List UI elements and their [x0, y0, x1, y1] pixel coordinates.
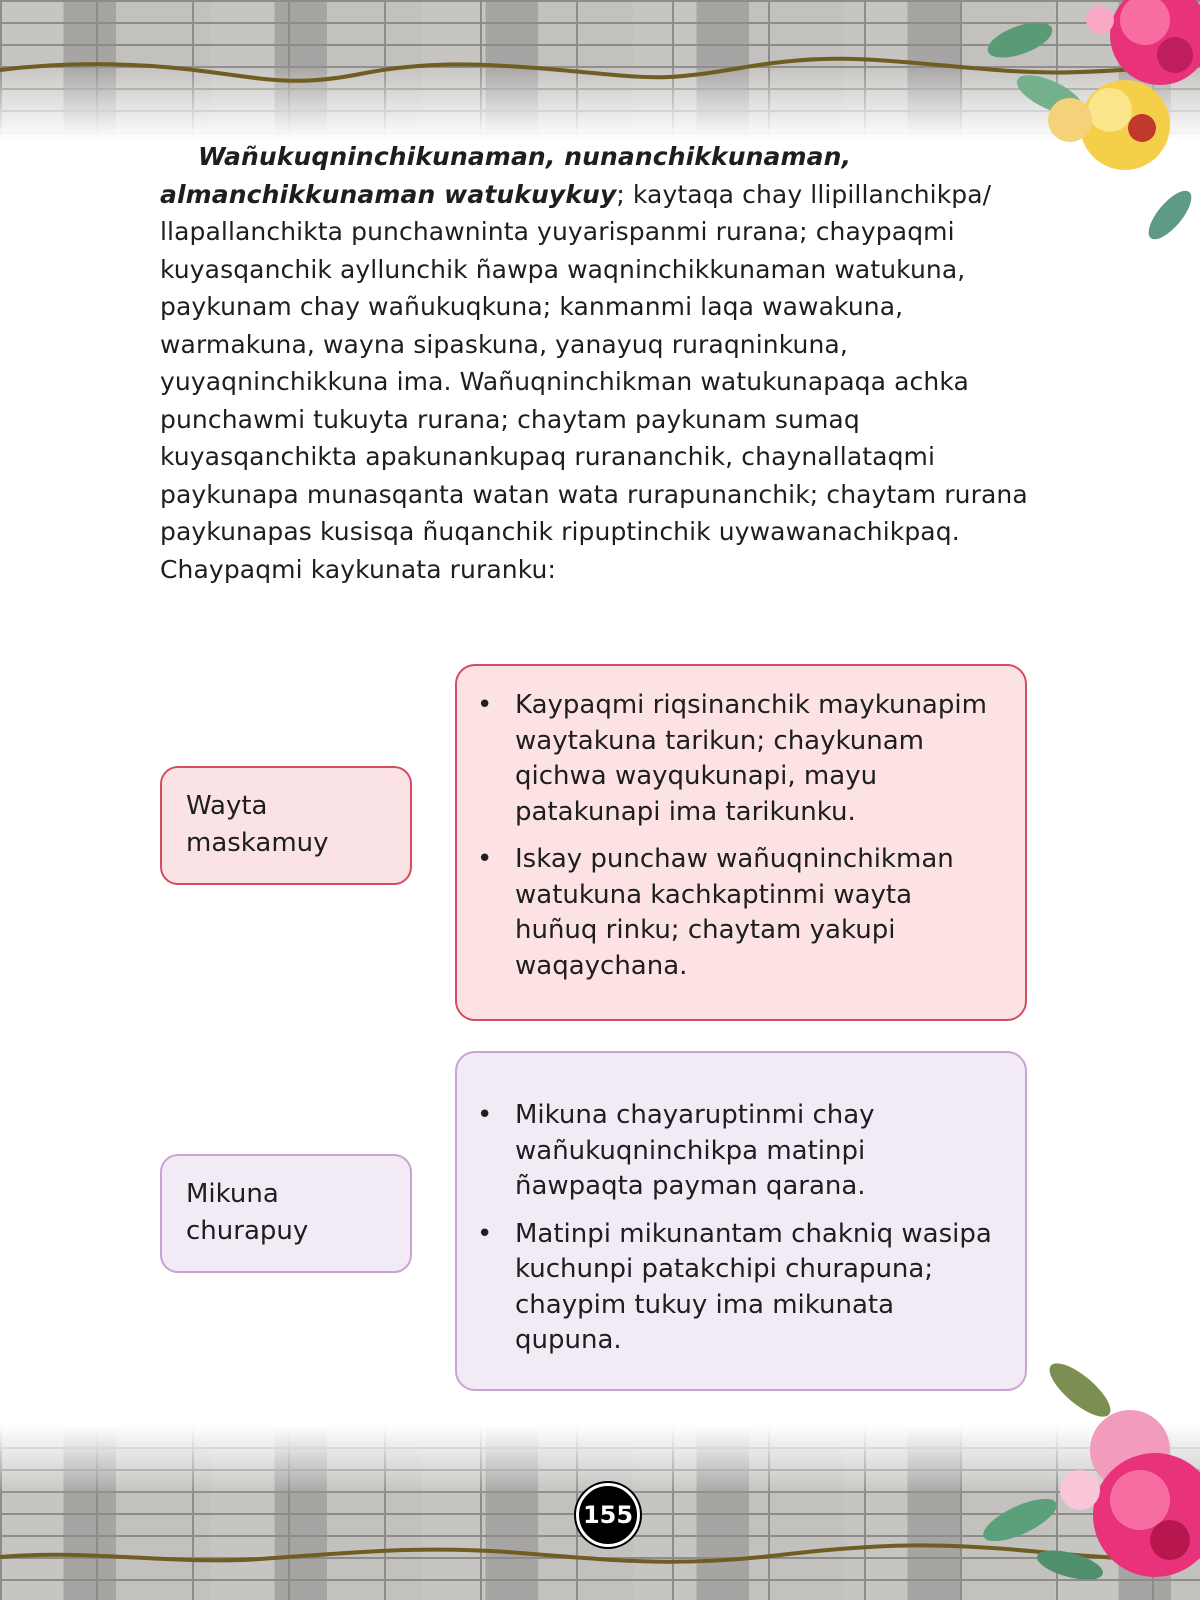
- bullet-list: [515, 1098, 1001, 1359]
- list-item: • Kaypaqmi riqsinanchik maykunapim waytakuna tarikun; chaykunam qichwa wayqukunapi, mayu patakunapi ima tarikunku.: [515, 688, 1001, 830]
- flower-decoration-icon: [960, 1340, 1200, 1600]
- bullet-list: [515, 688, 1001, 984]
- section-content-wayta-maskamuy: [455, 664, 1027, 1021]
- page-number-badge: 155: [576, 1483, 640, 1547]
- intro-lead-bold: Wañukuqninchikunaman, nunanchikkunaman, almanchikkunaman watukuykuy: [160, 142, 852, 209]
- intro-paragraph: [160, 138, 1030, 588]
- list-item: • Mikuna chayaruptinmi chay wañukuqninchikpa matinpi ñawpaqta payman qarana.: [515, 1098, 1001, 1205]
- section-content-mikuna-churapuy: [455, 1051, 1027, 1391]
- section-label-wayta-maskamuy: Wayta maskamuy: [160, 766, 412, 885]
- intro-body-text: ; kaytaqa chay llipillanchikpa/ llapallanchikta punchawninta yuyarispanmi rurana; chaypaqmi kuyasqanchik ayllunchik ñawpa waqninchikkunaman watukuna, paykunam chay wañukuqkuna; kanmanmi laqa wawakuna, warmakuna, wayna sipaskuna, yanayuq ruraqninkuna, yuyaqninchikkuna ima. Wañuqninchikman watukunapaqa achka punchawmi tukuyta rurana; chaytam paykunam sumaq kuyasqanchikta apakunankupaq rurananchik, chaynallataqmi paykunapa munasqanta watan wata rurapunanchik; chaytam rurana paykunapas kusisqa ñuqanchik ripuptinchik uywawanachikpaq. Chaypaqmi kaykunata ruranku:: [160, 179, 1028, 584]
- list-item: • Iskay punchaw wañuqninchikman watukuna kachkaptinmi wayta huñuq rinku; chaytam yakupi waqaychana.: [515, 842, 1001, 984]
- list-item: • Matinpi mikunantam chakniq wasipa kuchunpi patakchipi churapuna; chaypim tukuy ima mikunata qupuna.: [515, 1217, 1001, 1359]
- section-label-mikuna-churapuy: Mikuna churapuy: [160, 1154, 412, 1273]
